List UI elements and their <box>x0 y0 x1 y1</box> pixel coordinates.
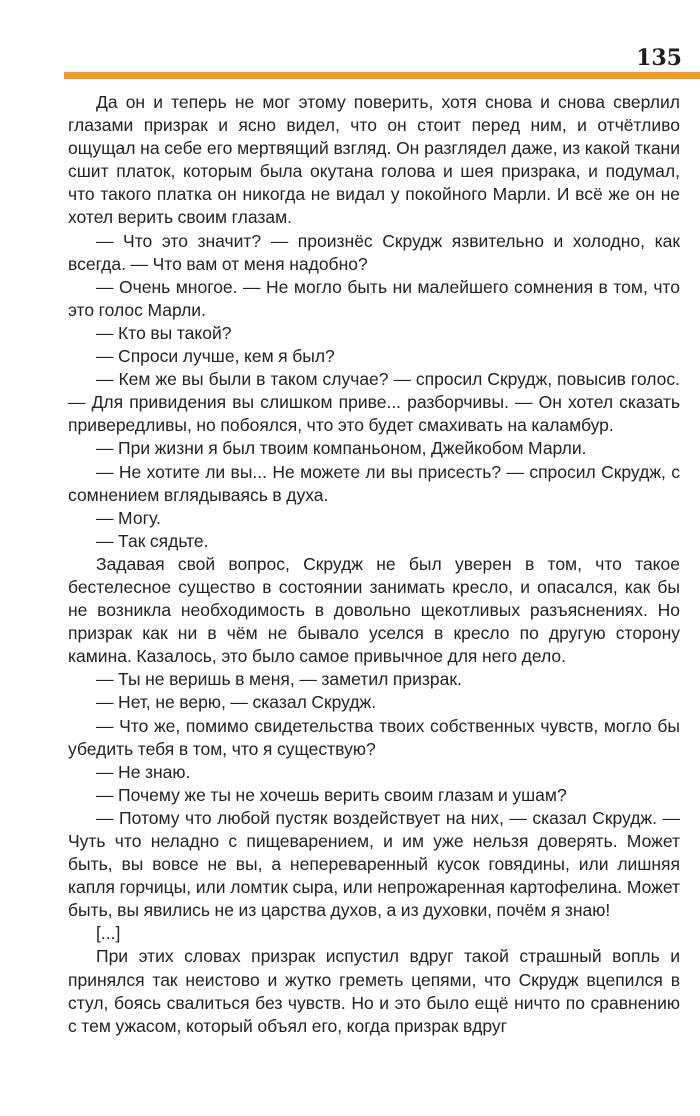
paragraph: — Кем же вы были в таком случае? — спросил Скрудж, повысив голос. — Для привидения вы слишком приве... разборчивы. — Он хотел сказать привередливы, но побоялся, что это будет смахивать на каламбур. <box>68 369 680 436</box>
paragraph: — Ты не веришь в меня, — заметил призрак. <box>96 669 462 690</box>
header-rule-band <box>64 72 700 79</box>
paragraph: — Могу. <box>96 507 161 528</box>
header-rule <box>64 72 700 81</box>
paragraph: — Не хотите ли вы... Не можете ли вы присесть? — спросил Скрудж, с сомнением вглядываясь в духа. <box>68 461 680 505</box>
page-number: 135 <box>636 45 682 71</box>
paragraph: — Очень многое. — Не могло быть ни малейшего сомнения в том, что это голос Марли. <box>68 276 680 320</box>
paragraph: [...] <box>96 923 121 944</box>
paragraph: — Что же, помимо свидетельства твоих собственных чувств, могло бы убедить тебя в том, что я существую? <box>68 715 680 759</box>
paragraph: — При жизни я был твоим компаньоном, Джейкобом Марли. <box>96 438 587 459</box>
paragraph: — Спроси лучше, кем я был? <box>96 346 335 367</box>
text-body <box>68 91 680 1038</box>
paragraph: — Кто вы такой? <box>96 322 232 343</box>
paragraph: — Что это значит? — произнёс Скрудж язвительно и холодно, как всегда. — Что вам от меня надобно? <box>68 230 680 274</box>
paragraph: — Так сядьте. <box>96 530 209 551</box>
paragraph: — Нет, не верю, — сказал Скрудж. <box>96 692 377 713</box>
paragraph: Да он и теперь не мог этому поверить, хотя снова и снова сверлил глазами призрак и ясно видел, что он стоит перед ним, и отчётливо ощущал на себе его мертвящий взгляд. Он разглядел даже, из какой ткани сшит платок, которым была окутана голова и шея призрака, и подумал, что такого платка он никогда не видал у покойного Марли. И всё же он не хотел верить своим глазам. <box>68 92 680 228</box>
paragraph: — Почему же ты не хочешь верить своим глазам и ушам? <box>96 784 567 805</box>
paragraph: Задавая свой вопрос, Скрудж не был уверен в том, что такое бестелесное существо в состоянии занимать кресло, и опасался, как бы не возникла необходимость в довольно щекотливых разъяснениях. Но призрак как ни в чём не бывало уселся в кресло по другую сторону камина. Казалось, это было самое привычное для него дело. <box>68 553 680 667</box>
paragraph: — Потому что любой пустяк воздействует на них, — сказал Скрудж. — Чуть что неладно с пищеварением, и им уже нельзя доверять. Может быть, вы вовсе не вы, а непереваренный кусок говядины, или лишняя капля горчицы, или ломтик сыра, или непрожаренная картофелина. Может быть, вы явились не из царства духов, а из духовки, почём я знаю! <box>68 807 680 921</box>
paragraph: — Не знаю. <box>96 761 191 782</box>
paragraph: При этих словах призрак испустил вдруг такой страшный вопль и принялся так неистово и жутко греметь цепями, что Скрудж вцепился в стул, боясь свалиться без чувств. Но и это было ещё ничто по сравнению с тем ужасом, который объял его, когда призрак вдруг <box>68 946 680 1036</box>
